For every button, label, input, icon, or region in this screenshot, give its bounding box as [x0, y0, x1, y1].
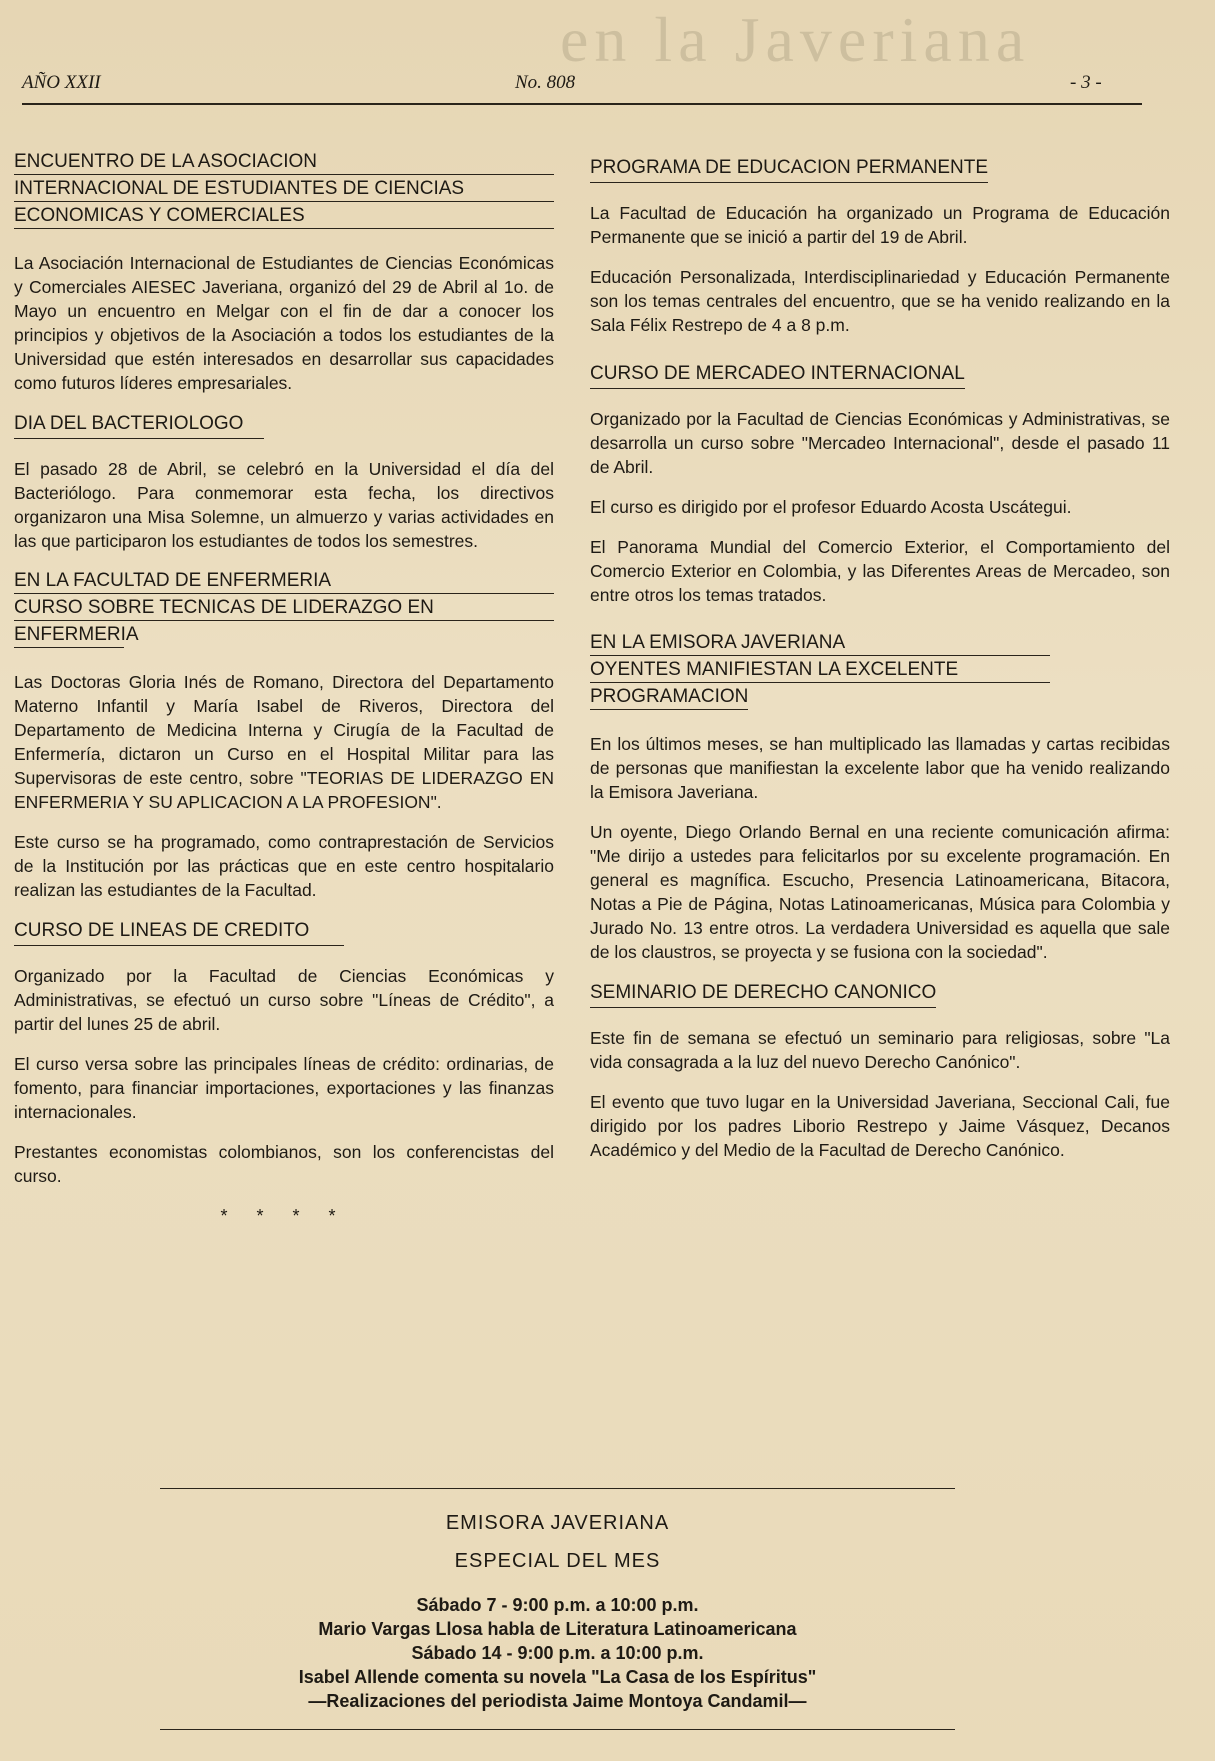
- article-body: Organizado por la Facultad de Ciencias Económicas y Administrativas, se desarrolla un curso sobre "Mercadeo Internacional", desde el pasado 11 de Abril.: [590, 409, 1170, 477]
- article-emisora: [590, 631, 1170, 964]
- emisora-special-box: [160, 1488, 955, 1730]
- right-column: [590, 155, 1170, 1178]
- article-body: El evento que tuvo lugar en la Universidad Javeriana, Seccional Cali, fue dirigido por los padres Liborio Restrepo y Jaime Vásquez, Decanos Académico y del Medio de la Facultad de Derecho Canónico.: [590, 1092, 1170, 1160]
- article-body: Prestantes economistas colombianos, son los conferencistas del curso.: [14, 1142, 554, 1186]
- article-mercadeo: [590, 361, 1170, 607]
- article-body: En los últimos meses, se han multiplicado las llamadas y cartas recibidas de personas que manifiestan la excelente labor que ha venido realizando la Emisora Javeriana.: [590, 734, 1170, 802]
- article-aiesec: [14, 150, 554, 395]
- article-body: La Facultad de Educación ha organizado un Programa de Educación Permanente que se inició a partir del 19 de Abril.: [590, 203, 1170, 247]
- article-enfermeria: [14, 569, 554, 902]
- masthead-bleed: en la Javeriana: [560, 4, 1031, 75]
- page-number: - 3 -: [1070, 72, 1102, 93]
- box-title: EMISORA JAVERIANA: [445, 1512, 670, 1534]
- article-heading: SEMINARIO DE DERECHO CANONICO: [590, 981, 936, 1008]
- article-heading: ENCUENTRO DE LA ASOCIACION INTERNACIONAL DE ESTUDIANTES DE CIENCIAS ECONOMICAS Y COMERCIALES: [14, 150, 554, 233]
- box-subtitle: ESPECIAL DEL MES: [454, 1550, 661, 1572]
- article-lineas-credito: [14, 918, 554, 1228]
- article-body: Organizado por la Facultad de Ciencias Económicas y Administrativas, se efectuó un curso sobre "Líneas de Crédito", a partir del lunes 25 de abril.: [14, 966, 554, 1034]
- article-heading: PROGRAMA DE EDUCACION PERMANENTE: [590, 156, 988, 183]
- article-body: El pasado 28 de Abril, se celebró en la Universidad el día del Bacteriólogo. Para conmemorar esta fecha, los directivos organizaron una Misa Solemne, un almuerzo y varias actividades en las que participaron los estudiantes de todos los semestres.: [14, 459, 554, 551]
- header-divider: [22, 103, 1142, 105]
- article-educacion-permanente: [590, 155, 1170, 337]
- issue-year: AÑO XXII: [22, 72, 101, 93]
- schedule-line: —Realizaciones del periodista Jaime Montoya Candamil—: [308, 1691, 807, 1711]
- article-heading: EN LA EMISORA JAVERIANA OYENTES MANIFIESTAN LA EXCELENTE PROGRAMACION: [590, 631, 1050, 714]
- article-body: El Panorama Mundial del Comercio Exterior, el Comportamiento del Comercio Exterior en Colombia, y las Diferentes Areas de Mercadeo, son entre otros los temas tratados.: [590, 537, 1170, 605]
- article-body: El curso versa sobre las principales líneas de crédito: ordinarias, de fomento, para financiar importaciones, exportaciones y las finanzas internacionales.: [14, 1054, 554, 1122]
- left-column: [14, 150, 554, 1228]
- article-body: Las Doctoras Gloria Inés de Romano, Directora del Departamento Materno Infantil y María Isabel de Riveros, Directora del Departamento de Medicina Interna y Cirugía de la Facultad de Enfermería, dictaron un Curso en el Hospital Militar para las Supervisoras de este centro, sobre "TEORIAS DE LIDERAZGO EN ENFERMERIA Y SU APLICACION A LA PROFESION".: [14, 672, 554, 812]
- article-body: Este curso se ha programado, como contraprestación de Servicios de la Institución por las prácticas que en este centro hospitalario realizan las estudiantes de la Facultad.: [14, 832, 554, 900]
- issue-number: No. 808: [515, 72, 576, 93]
- section-separator: * * * *: [220, 1206, 348, 1226]
- schedule-line: Sábado 14 - 9:00 p.m. a 10:00 p.m.: [411, 1643, 704, 1663]
- schedule-line: Mario Vargas Llosa habla de Literatura Latinoamericana: [318, 1619, 797, 1639]
- article-heading: CURSO DE MERCADEO INTERNACIONAL: [590, 362, 965, 389]
- schedule-line: Isabel Allende comenta su novela "La Casa de los Espíritus": [298, 1667, 817, 1687]
- article-body: Este fin de semana se efectuó un seminario para religiosas, sobre "La vida consagrada a la luz del nuevo Derecho Canónico".: [590, 1028, 1170, 1072]
- article-heading: EN LA FACULTAD DE ENFERMERIA CURSO SOBRE TECNICAS DE LIDERAZGO EN ENFERMERIA: [14, 569, 554, 652]
- article-body: Un oyente, Diego Orlando Bernal en una reciente comunicación afirma: "Me dirijo a ustedes para felicitarlos por su excelente programación. En general es magnífica. Escucho, Presencia Latinoamericana, Bitacora, Notas a Pie de Página, Notas Latinoamericanas, Música para Colombia y Jurado No. 13 entre otros. La verdadera Universidad es aquella que sale de los claustros, se proyecta y se fusiona con la sociedad".: [590, 822, 1170, 962]
- article-heading: CURSO DE LINEAS DE CREDITO: [14, 919, 344, 946]
- article-body: La Asociación Internacional de Estudiantes de Ciencias Económicas y Comerciales AIESEC Javeriana, organizó del 29 de Abril al 1o. de Mayo un encuentro en Melgar con el fin de dar a conocer los principios y objetivos de la Asociación a todos los estudiantes de la Universidad que estén interesados en desarrollar sus capacidades como futuros líderes empresariales.: [14, 253, 554, 393]
- article-body: El curso es dirigido por el profesor Eduardo Acosta Uscátegui.: [590, 497, 1072, 517]
- article-body: Educación Personalizada, Interdisciplinariedad y Educación Permanente son los temas centrales del encuentro, que se ha venido realizando en la Sala Félix Restrepo de 4 a 8 p.m.: [590, 267, 1170, 335]
- article-heading: DIA DEL BACTERIOLOGO: [14, 412, 264, 439]
- article-derecho-canonico: [590, 980, 1170, 1162]
- schedule-line: Sábado 7 - 9:00 p.m. a 10:00 p.m.: [416, 1595, 699, 1615]
- article-bacteriologo: [14, 411, 554, 553]
